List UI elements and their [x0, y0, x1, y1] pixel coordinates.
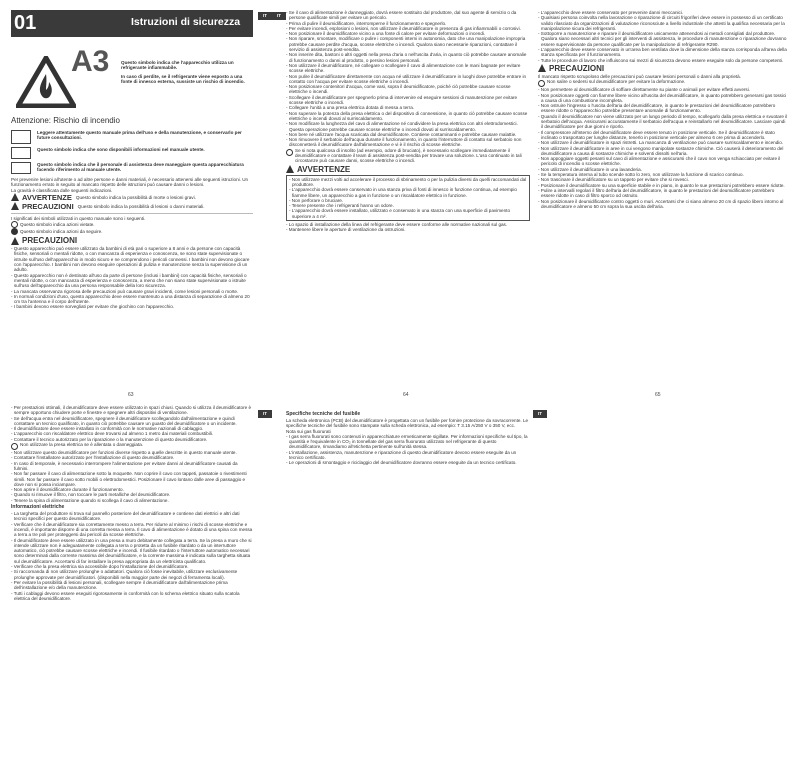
intro-text-2: La gravità è classificata dalle seguenti indicazioni. [11, 187, 113, 193]
list-item: - Quando si rimuove il filtro, non toccare le parti metalliche del deumidificatore. [11, 492, 171, 498]
language-badge: IT [258, 12, 272, 20]
list-item: - I bambini devono essere sorvegliati per evitare che giochino con l'apparecchio. [11, 304, 175, 310]
prohibited-icon [538, 80, 545, 87]
list-item: - Pulire a intervalli regolari il filtro dell'aria del deumidificatore, in quanto le prestazioni del deumidificatore potrebbero essere ridotte in caso di filtro sporco od ostruito. [538, 187, 775, 199]
precautions-title: PRECAUZIONI [549, 63, 605, 73]
list-item: - Verificare che il deumidificatore sia correttamente messo a terra. Per ridurre al minimo i rischi di scosse elettriche e incendi, è importante disporre di una corretta messa a terra. Il cavo di alimentazione è dotato di una spina con messa a terra a tre poli per proteggersi dai pericoli da scosse elettriche. [11, 521, 253, 538]
symbol-info: Questo simbolo indica che sono disponibili informazioni nel manuale utente. [37, 147, 205, 152]
column-2 [286, 10, 530, 388]
service-icon [11, 162, 31, 174]
list-item: - Non superare la potenza della presa elettrica o del dispositivo di connessione, in quanto ciò potrebbe causare scosse elettriche o incendi dovuti al surriscaldamento. [286, 110, 528, 121]
list-item: - Non permettere al deumidificatore di soffiare direttamente su piante o animali per evitare effetti avversi. [538, 87, 751, 93]
safety-list [538, 87, 788, 209]
chapter-number: 01 [14, 12, 37, 34]
symbol-row [11, 147, 253, 159]
list-item: - Non posizionare il deumidificatore vicino a una fonte di calore per evitare deformazioni o incendi. [286, 31, 486, 37]
precautions-heading [11, 236, 253, 245]
list-item: - Non pulire il deumidificatore direttamente con acqua né utilizzare il deumidificatore in luoghi dove potrebbe entrare in contatto con l'acqua per evitare scosse elettriche o incendi. [286, 73, 527, 84]
language-badge: IT [272, 12, 286, 20]
list-item: - Per prestazioni ottimali, il deumidificatore deve essere utilizzato in spazi chiusi. Quando si utilizza il deumidificatore è sempre opportuno chiudere porte e finestre e spegnere altri dispositivi di ventilazione. [11, 405, 252, 416]
chapter-title: Istruzioni di sicurezza [131, 16, 241, 28]
fuse-spec-text: La scheda elettronica (PCB) del deumidificatore è progettata con un fusibile per fornire protezione da sovracorrente. Le specifiche tecniche del fusibile sono stampate sulla scheda elettronica, ad esempio: T 3.15 A/250 V o 350 V, ecc. [286, 418, 529, 429]
warning-triangle-icon [11, 193, 19, 201]
symbol-row [11, 130, 253, 144]
list-item: - I gas serra fluorurati sono contenuti in apparecchiature ermeticamente sigillate. Per informazioni specifiche sul tipo, la quantità e l'equivalente in CO₂ in tonnellate del gas serra fluorurato utilizzato nel refrigerante di questo deumidificatore, rimandiamo all'etichetta pertinente sull'unità stessa. [286, 433, 528, 450]
no-sitting-text: Non salire o sedersi sul deumidificatore per evitare la deformazione. [547, 79, 686, 85]
list-item: - Non bere né utilizzare l'acqua scaricata dal deumidificatore. Contiene contaminanti e potrebbe causare malattie. [286, 131, 517, 137]
list-item: - Non rimuovere il serbatoio dell'acqua durante il funzionamento, in quanto l'interruttore di contatto sul serbatoio non disconnetterà il deumidificatore dall'alimentazione e vi è il rischio di scosse elettriche. [286, 137, 522, 148]
list-item: - Questo apparecchio può essere utilizzato da bambini di età pari o superiore a 8 anni e da persone con capacità fisiche, sensoriali o mentali ridotte, o con mancanza di esperienza e conoscenza, se sono state supervisionate o istruite sull'uso dell'apparecchio in modo sicuro e ne comprendono i pericoli connessi. I bambini non devono giocare con l'apparecchio. I bambini non devono eseguire operazioni di pulizia e manutenzione senza la supervisione di un adulto. [11, 246, 250, 273]
safety-list [538, 10, 788, 63]
safety-list [11, 450, 253, 503]
list-item: - Non posizionare il deumidificatore contro oggetti o muri. Accertarsi che ci siano almeno 20 cm di spazio libero intorno al deumidificatore e almeno 50 cm sopra la sua uscita dell'aria. [538, 198, 784, 209]
list-item: - Questo apparecchio non è destinato all'uso da parte di persone (inclusi i bambini) con capacità fisiche, sensoriali o mentali ridotte, o con mancanza di esperienza e conoscenza, a meno che non siano state supervisionate o istruite sull'uso dell'apparecchio da una persona responsabile della loro sicurezza. [11, 272, 247, 289]
precautions-title: PRECAUZIONI [22, 236, 78, 246]
symbol-service: Questo simbolo indica che il personale di assistenza deve maneggiare questa apparecchiatura facendo riferimento al manuale utente. [37, 162, 244, 173]
list-item: - Contattare l'installatore autorizzato per l'installazione di questo deumidificatore. [11, 455, 175, 461]
list-item: - Non posizionare contenitori d'acqua, come vasi, sopra il deumidificatore, poiché ciò potrebbe causare scosse elettriche o incendi. [286, 84, 511, 95]
list-item: - Tenere presente che i refrigeranti hanno un odore. [289, 203, 394, 209]
mandatory-desc: Questo simbolo indica azioni da seguire. [20, 229, 103, 235]
list-item: - Le operazioni di smontaggio e riciclaggio del deumidificatore dovranno essere eseguite da un tecnico certificato. [286, 460, 517, 466]
prohibited-item [11, 442, 253, 450]
page-number: 63 [128, 392, 134, 398]
column-4 [11, 405, 253, 765]
list-item: - La mancata osservanza rigorosa delle precauzioni può causare gravi incidenti, come lesioni personali o morte. [11, 288, 239, 294]
precautions-heading [538, 64, 788, 73]
list-item: - Non utilizzare mezzi volti ad accelerare il processo di sbrinamento o per la pulizia diversi da quelli raccomandati dal produttore. [289, 176, 527, 187]
list-item: - Prima di pulire il deumidificatore, interromperne il funzionamento e spegnerlo. [286, 20, 447, 26]
list-item: - Collegare l'unità a una presa elettrica dotata di messa a terra. [286, 105, 415, 111]
list-item: - Mantenere libere le aperture di ventilazione da ostruzioni. [286, 227, 406, 233]
list-item: - In caso di temporale, è necessario interrompere l'alimentazione per evitare danni al deumidificatore causati da fulmini. [11, 460, 238, 471]
safety-list [286, 222, 530, 233]
list-item: - Tutti i cablaggi devono essere eseguiti rigorosamente in conformità con lo schema elettrico situato sulla scatola elettrica del deumidificatore. [11, 590, 240, 601]
list-item: - Se dell'acqua entra nel deumidificatore, spegnere il deumidificatore scollegandolo dall'alimentazione e quindi contattare un tecnico qualificato, in quanto ciò potrebbe causare un guasto del deumidificatore o un incidente. [11, 415, 237, 426]
list-item: - Non utilizzare il deumidificatore in spazi ristretti. La mancanza di ventilazione può causare surriscaldamento e incendio. [538, 140, 784, 146]
safety-list [11, 405, 253, 442]
list-item: - Se la temperatura interna al tubo scende sotto lo zero, non utilizzare la funzione di scarico continuo. [538, 172, 744, 178]
list-item: - L'apparecchio dovrà essere conservato in una stanza priva di fonti di innesco in funzione continua, ad esempio fiamme libere, un apparecchio a gas in funzione o un riscaldatore elettrico in funzione. [289, 187, 517, 198]
list-item: - In normali condizioni d'uso, questo apparecchio deve essere mantenuto a una distanza di separazione di almeno 20 cm tra l'antenna e il corpo dell'utente. [11, 293, 250, 305]
language-badge: IT [258, 410, 272, 418]
list-item: - Non modificare la lunghezza del cavo di alimentazione né condividere la presa elettrica con altri elettrodomestici. Questa operazione potrebbe causare scosse elettriche o incendi dovuti al surriscaldamento. [286, 121, 518, 132]
page-number: 65 [655, 392, 661, 398]
caution-triangle-icon [11, 202, 19, 210]
warning-legend [11, 193, 253, 202]
list-item: - Sottoporre a manutenzione e riparare il deumidificatore unicamente attenendosi ai metodi consigliati dal produttore. Qualora siano necessari altri tecnici per gli interventi di assistenza, le procedure di manutenzione o riparazione dovranno essere supervisionate da persone qualificate per la manipolazione di refrigerante R290. [538, 31, 787, 47]
column-1 [11, 42, 253, 420]
warning-triangle-icon [286, 165, 294, 173]
manual-icon [11, 130, 31, 144]
safety-list [286, 10, 530, 148]
list-item: - Non utilizzare questo deumidificatore per funzioni diverse rispetto a quelle descritte in questo manuale utente. [11, 450, 237, 456]
list-item: - Qualsiasi persona coinvolta nella lavorazione o riparazione di circuiti frigoriferi deve essere in possesso di un certificato valido rilasciato da organizzazioni di valutazione riconosciute a livello industriale che attesti la qualifica necessaria per la manipolazione sicura dei refrigeranti. [538, 15, 785, 31]
fgas-title: Nota sui gas fluorurati [286, 428, 331, 434]
a3-desc: Questo simbolo indica che l'apparecchio utilizza un refrigerante infiammabile. [121, 60, 234, 71]
unusual-odor-text: Se si nota qualcosa di insolito (ad esempio, odore di bruciato), è necessario scollegare immediatamente il deumidificatore e contattare il team di assistenza post-vendita per trovare una soluzione. L'uso continuato in tali circostanze può causare danni, scosse elettriche o incendi. [295, 147, 522, 164]
caution-triangle-icon [538, 64, 546, 72]
list-item: - Non riparare, smontare, modificare o pulire i componenti interni in autonomia, dato che una manipolazione impropria potrebbe causare perdite d'acqua, scosse elettriche o incendi. Qualora siano necessarie riparazioni, contattare il servizio di assistenza post-vendita. [286, 36, 526, 53]
warning-label: AVVERTENZE [22, 192, 72, 202]
list-item: - Non far passare il cavo di alimentazione sotto la moquette. Non coprire il cavo con tappeti, passatoie o rivestimenti simili. Non far passare il cavo sotto mobili o elettrodomestici. Posizionare il cavo lontano dalle aree di passaggio e dove non si possa inciampare. [11, 471, 247, 487]
caution-triangle-icon [11, 237, 19, 245]
divider [11, 213, 253, 214]
list-item: - Se il cavo di alimentazione è danneggiato, dovrà essere sostituito dal produttore, dal suo agente di servizio o da persone qualificate simili per evitare un pericolo. [286, 10, 517, 21]
loose-outlet-text: Non utilizzare la presa elettrica se è allentata o danneggiata. [20, 442, 144, 448]
list-item: - Il deumidificatore deve essere installato in conformità con le normative nazionali di cablaggio. [11, 426, 204, 432]
list-item: - L'apparecchio con riscaldatore elettrico deve trovarsi ad almeno 1 metro dai materiali combustibili. [11, 431, 214, 437]
symbol-row [11, 162, 253, 174]
a3-block [11, 42, 253, 114]
list-item: - L'apparecchio deve essere conservato in un'area ben ventilata dove la dimensione della stanza corrisponda all'area della stanza specificata per il funzionamento. [538, 47, 787, 58]
list-item: - Il compressore all'interno del deumidificatore deve essere tenuto in posizione verticale. Se il deumidificatore è stato inclinato o trasportato per lunghe distanze, tenerlo in posizione verticale per almeno 6 ore prima di accenderlo. [538, 129, 775, 140]
list-item: - Si raccomanda di non utilizzare prolunghe o adattatori. Qualora ciò fosse inevitabile, utilizzare esclusivamente prolunghe approvate per deumidificatori. (disponibili nella maggior parte dei negozi di ferramenta locali). [11, 569, 238, 580]
list-item: - Per evitare incendi, esplosioni o lesioni, non utilizzare il deumidificatore in presenza di gas infiammabili o corrosivi. [286, 25, 521, 31]
list-item: - Il deumidificatore deve essere utilizzato in una presa a muro debitamente collegata a terra. Se la presa a muro che si intende utilizzare non è adeguatamente collegata a terra o protetta da un fusibile ritardato o da un interruttore automatico, ciò potrebbe causare scosse elettriche e incendi. Il fusibile ritardato o l'interruttore automatico necessari sono determinati dalla corrente massima del deumidificatore, e la corrente massima è indicata sulla targhetta situata sul deumidificatore. Accertarsi di far installare la presa appropriata da un elettricista qualificato. [11, 537, 252, 564]
prohibited-item [538, 79, 788, 87]
info-icon [11, 147, 31, 159]
chapter-header [11, 10, 253, 37]
list-item: - Contattare il tecnico autorizzato per la riparazione o la manutenzione di questo deumidificatore. [11, 436, 208, 442]
list-item: - Non ostruire l'ingresso o l'uscita dell'aria del deumidificatore, in quanto le prestazioni del deumidificatore potrebbero essere ridotte o l'apparecchio potrebbe presentare anomalie di funzionamento. [538, 103, 776, 114]
list-item: - Non aprire il deumidificatore durante il funzionamento. [11, 487, 124, 493]
list-item: - Non utilizzare il deumidificatore in aree in cui vengono manipolate sostanze chimiche. Ciò causerà il deterioramento del deumidificatore a causa di sostanze chimiche e solventi dissolti nell'aria. [538, 145, 784, 156]
intro-text: Per prevenire lesioni all'utente o ad altre persone e danni materiali, è necessario attenersi alle seguenti istruzioni. Un funzionamento errato in seguito al mancato rispetto delle istruzioni può causare danni o lesioni. [11, 177, 249, 188]
warning-title: AVVERTENZE [297, 164, 351, 174]
fuse-spec-title: Specifiche tecniche del fusibile [286, 411, 361, 417]
list-item: - Per evitare la possibilità di lesioni personali, scollegare sempre il deumidificatore dall'alimentazione prima dell'installazione e/o della manutenzione. [11, 579, 228, 591]
symbol-read-manual: Leggere attentamente questo manuale prima dell'uso e della manutenzione, e conservarlo per future consultazioni. [37, 130, 242, 141]
prohibited-item [286, 148, 530, 164]
prohibited-desc: Questo simbolo indica azioni vietate. [20, 222, 95, 228]
list-item: - L'apparecchio dovrà essere installato, utilizzato e conservato in una stanza con una superficie di pavimento superiore a 4 m². [289, 208, 510, 219]
prohibited-icon [11, 221, 18, 228]
list-item: - Non appoggiare oggetti pesanti sul cavo di alimentazione e assicurarsi che il cavo non venga schiacciato per evitare il pericolo di incendio o scosse elettriche. [538, 156, 781, 167]
caution-label: PRECAUZIONI [22, 201, 74, 211]
symbols-intro: I significati dei simboli utilizzati in questo manuale sono i seguenti. [11, 215, 146, 221]
list-item: - Verificare che la presa elettrica sia accessibile dopo l'installazione del deumidificatore. [11, 564, 189, 570]
a3-fire-risk: In caso di perdite, se il refrigerante viene esposto a una fonte di innesco esterna, sussiste un rischio di incendio. [121, 73, 245, 84]
list-item: - L'apparecchio deve essere conservato per prevenire danni meccanici. [538, 10, 684, 15]
column-5 [286, 410, 530, 520]
list-item: - Non posizionare oggetti con fiamme libere vicino all'uscita del deumidificatore, in quanto potrebbero generarsi gas tossici a causa di una combustione incompleta. [538, 92, 787, 103]
list-item: - Non utilizzare il deumidificatore in una lavanderia. [538, 166, 642, 172]
fire-caption: Attenzione: Rischio di incendio [11, 116, 120, 125]
language-badge: IT [533, 410, 547, 418]
list-item: - L'installazione, assistenza, manutenzione e riparazione di questo deumidificatore devono essere eseguite da un tecnico certificato. [286, 449, 517, 461]
mandatory-legend [11, 228, 253, 235]
list-item: - Posizionare il deumidificatore su una superficie stabile e in piano, in quanto le sue prestazioni potrebbero essere ridotte. [538, 182, 785, 188]
a3-label: A3 [71, 45, 110, 78]
warning-heading [286, 165, 530, 174]
list-item: - Scollegare il deumidificatore per spegnerlo prima di intervenire ed eseguire sessioni di manutenzione per evitare scosse elettriche o incendi. [286, 94, 518, 106]
caution-legend [11, 202, 253, 211]
warning-box [286, 175, 530, 221]
column-3 [538, 10, 788, 388]
list-item: - Lo spazio di installazione della linea del refrigerante deve essere conforme alle normative nazionali sul gas. [286, 221, 508, 227]
list-item: - La targhetta del produttore si trova sul pannello posteriore del deumidificatore e contiene dati elettrici e altri dati tecnici specifici per questo deumidificatore. [11, 511, 240, 522]
prohibited-icon [286, 149, 293, 156]
electrical-list [11, 511, 253, 601]
page-number: 64 [403, 392, 409, 398]
warning-desc: Questo simbolo indica la possibilità di morte o lesioni gravi. [75, 194, 196, 200]
list-item: - Non trascinare il deumidificatore su un tappeto per evitare che si rovesci. [538, 177, 689, 183]
list-item: - Non utilizzare il deumidificatore, né collegare o scollegare il cavo di alimentazione con le mani bagnate per evitare scosse elettriche. [286, 62, 521, 74]
list-item: - Tenere la spina di alimentazione quando si scollega il cavo di alimentazione. [11, 497, 169, 503]
electrical-info-title: Informazioni elettriche [11, 504, 65, 511]
precautions-list [11, 246, 253, 310]
fgas-list [286, 434, 530, 466]
mandatory-icon [11, 228, 18, 235]
flammable-warning-graphic [11, 42, 121, 114]
precautions-intro: Il mancato rispetto scrupoloso delle precauzioni può causare lesioni personali o danni alla proprietà. [538, 73, 742, 79]
list-item: - Non inserire dita, bastoni o altri oggetti nella presa d'aria o nell'uscita d'aria, in quanto ciò potrebbe causare anomalie di funzionamento o danni al prodotto, o persino lesioni personali. [286, 52, 527, 63]
list-item: - Non perforare o bruciare. [289, 197, 344, 203]
caution-desc: Questo simbolo indica la possibilità di lesioni o danni materiali. [77, 203, 205, 209]
list-item: - Quando il deumidificatore non viene utilizzato per un lungo periodo di tempo, scollegarlo dalla presa elettrica e svuotare il serbatoio dell'acqua. Assicurarsi accuratamente il serbatoio dell'acqua e reinstallarlo nel deumidificatore. Lasciare quindi il deumidificatore per due giorni e riporlo. [538, 113, 788, 130]
list-item: - Tutte le procedure di lavoro che influiscono sui mezzi di sicurezza devono essere eseguite solo da persone competenti. [538, 57, 784, 63]
prohibited-legend [11, 221, 253, 228]
prohibited-icon [11, 443, 18, 450]
fire-warning-icon [16, 56, 76, 108]
